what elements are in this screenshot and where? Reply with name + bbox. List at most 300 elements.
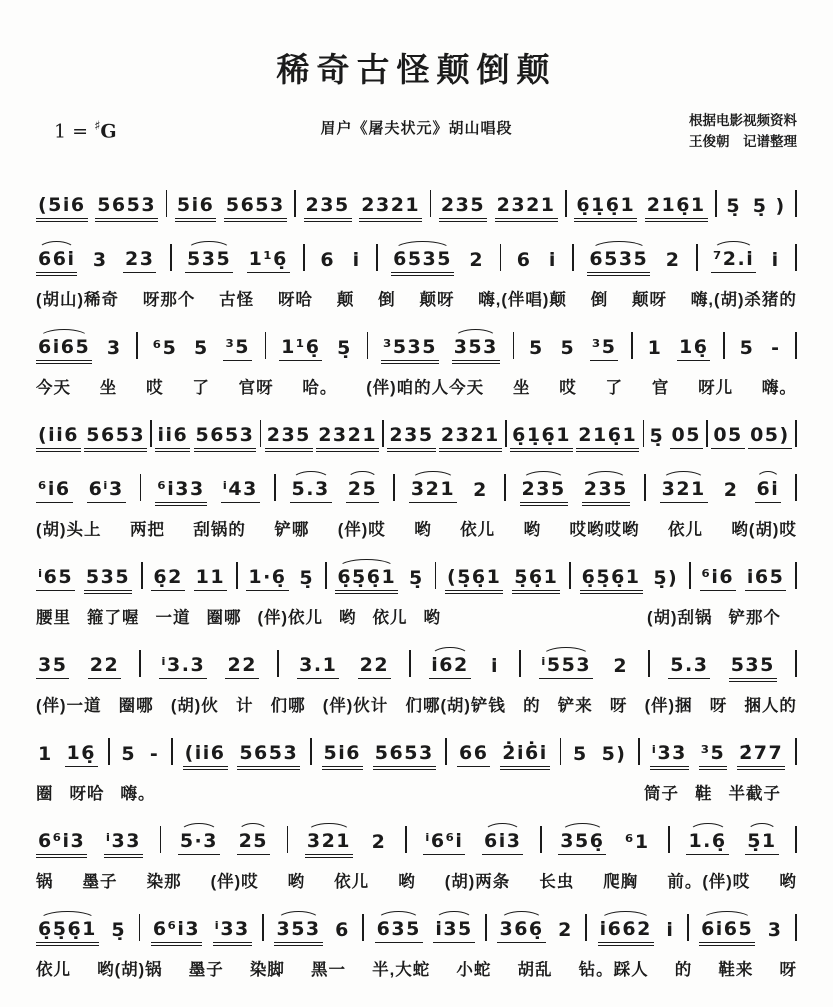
note-group: 5̣: [299, 566, 315, 589]
score-line-2: [36, 229, 797, 310]
note-group: 5i6: [322, 744, 363, 767]
score-line-6: [36, 547, 797, 628]
barline: [689, 562, 691, 589]
note-group: 2: [558, 918, 573, 941]
note-group: 216̣1: [645, 196, 708, 219]
lyric-segment: 筒子: [644, 784, 679, 803]
note-group: 6̣5̣6̣1: [580, 568, 643, 591]
lyric-segment: 呀: [709, 696, 728, 715]
barline: [504, 474, 506, 501]
lyric-segment: 铲哪: [274, 520, 310, 539]
barline: [643, 420, 645, 447]
note-group: 5: [560, 336, 576, 359]
note-group: 16̣: [65, 744, 98, 767]
lyric-segment: 官呀: [238, 378, 274, 397]
credit-line-source: 根据电影视频资料: [689, 113, 797, 128]
barline: [505, 420, 507, 447]
barline: [160, 826, 162, 853]
lyric-segment: 哟: [398, 872, 416, 891]
note-group: 1¹6̣: [247, 250, 290, 273]
lyric-segment: 爬胸: [603, 872, 639, 891]
note-group: 321: [409, 480, 457, 503]
note-group: 5: [573, 742, 588, 765]
note-group: 6⁶i3: [36, 832, 87, 855]
credit-line-transcriber: 王俊朝 记谱整理: [689, 133, 797, 149]
lyric-segment: 古怪: [219, 290, 255, 309]
note-group: 6i65: [699, 920, 755, 943]
barline: [382, 420, 384, 447]
lyric-segment: 哎: [559, 378, 577, 397]
note-group: 2̇77: [737, 744, 785, 767]
lyric-segment: 哟: [414, 520, 432, 539]
lyric-segment: 呀哈: [277, 290, 313, 309]
note-group: (ii6: [183, 744, 228, 767]
lyric-segment: (胡)两条: [444, 872, 511, 891]
barline: [668, 826, 670, 853]
note-group: 23: [123, 250, 156, 273]
lyrics-row: [36, 516, 797, 540]
note-group: ⁱ33: [213, 920, 252, 943]
score-line-8: [36, 723, 797, 804]
note-group: 235: [387, 426, 435, 449]
barline: [631, 332, 633, 359]
lyric-segment: 嗨。: [120, 784, 156, 803]
lyric-segment: 颠呀: [419, 290, 455, 309]
note-group: 5̣6̣1: [512, 568, 560, 591]
lyric-segment: 半,大蛇: [372, 960, 431, 979]
lyrics-row: [36, 286, 797, 310]
lyric-segment: 颠: [336, 290, 355, 309]
note-group: 5̣: [111, 918, 127, 941]
note-group: 635: [375, 920, 423, 943]
note-group: 6i: [755, 480, 782, 503]
barline: [166, 190, 168, 217]
note-group: 6ⁱ3: [87, 480, 126, 503]
note-group: 1: [38, 742, 53, 765]
lyric-segment: 哎哟哎哟: [569, 520, 640, 539]
score-line-3: [36, 317, 797, 398]
lyric-segment: 腰里: [36, 608, 71, 627]
lyric-segment: (伴)捆: [644, 696, 693, 715]
lyric-segment: 哟(胡)锅: [97, 960, 163, 979]
note-group: ³5: [223, 338, 252, 361]
score-line-5: [36, 459, 797, 540]
barline: [108, 738, 110, 765]
barline: [638, 738, 640, 765]
lyric-segment: 箍了喔: [87, 608, 140, 627]
barline: [648, 650, 650, 677]
note-group: 5653: [224, 196, 287, 219]
note-group: 1.6̣: [686, 832, 728, 855]
note-group: 5̣): [653, 566, 679, 589]
note-group: 6: [320, 248, 336, 271]
note-group: 5: [121, 742, 137, 765]
barline: [140, 474, 142, 501]
note-group: 2321: [316, 426, 379, 449]
lyric-segment: 胡乱: [517, 960, 553, 979]
barline: [795, 738, 797, 765]
note-group: 5): [601, 742, 627, 765]
note-group: (5̣6̣1: [445, 568, 503, 591]
note-group: 216̣1: [576, 426, 639, 449]
note-group: 5̣: [337, 336, 352, 359]
note-group: 05: [711, 426, 744, 449]
lyric-segment: 呀那个: [142, 290, 196, 309]
note-group: 2: [469, 248, 485, 271]
barline: [141, 562, 143, 589]
barline: [540, 826, 542, 853]
note-group: 2: [613, 654, 629, 677]
note-group: ⁱ33: [104, 832, 143, 855]
lyric-segment: 依儿: [334, 872, 370, 891]
note-group: ³5: [699, 744, 728, 767]
note-group: 235: [439, 196, 487, 219]
lyric-segment: 倒: [590, 290, 609, 309]
note-group: 5: [739, 336, 755, 359]
note-group: 2321: [359, 196, 422, 219]
note-group: 22: [358, 656, 391, 679]
lyric-segment: 哟(胡)哎: [731, 520, 797, 539]
note-group: ⁱ43: [221, 480, 260, 503]
lyric-segment: 嗨。: [761, 378, 797, 397]
notes-row: [36, 175, 797, 225]
lyric-spacer: [172, 780, 645, 804]
note-group: 3: [92, 248, 108, 271]
note-group: 235: [520, 480, 568, 503]
lyric-segment: 刮锅的: [193, 520, 246, 539]
notes-row: [36, 459, 797, 509]
lyric-segment: 的: [523, 696, 541, 715]
lyrics-row: [36, 780, 797, 804]
note-group: i62: [429, 656, 470, 679]
score-line-1: [36, 175, 797, 225]
lyric-segment: 哈。: [302, 378, 338, 397]
note-group: 1·6̣: [246, 568, 288, 591]
note-group: 5.3: [290, 480, 332, 503]
note-group: 321: [660, 480, 708, 503]
barline: [500, 244, 502, 271]
note-group: 5653: [194, 426, 257, 449]
lyric-segment: 官: [651, 378, 670, 397]
barline: [139, 650, 141, 677]
note-group: ⁱ3.3: [159, 656, 207, 679]
lyrics-row: [36, 374, 797, 398]
notes-row: [36, 899, 797, 949]
subtitle: 眉户《屠夫状元》胡山唱段: [320, 120, 513, 137]
note-group: 5653: [237, 744, 300, 767]
lyric-segment: 鞋: [695, 784, 713, 803]
note-group: 05: [670, 426, 703, 449]
note-group: 3: [106, 336, 122, 359]
lyric-segment: 倒: [378, 290, 396, 309]
note-group: 22: [225, 656, 258, 679]
note-group: 6̣2: [151, 568, 184, 591]
barline: [171, 738, 173, 765]
note-group: 05): [748, 426, 792, 449]
note-group: ³535: [381, 338, 439, 361]
sharp-accidental: ♯: [94, 119, 101, 134]
note-group: 5i6: [175, 196, 216, 219]
barline: [445, 738, 447, 765]
lyric-segment: 们哪(胡)铲钱: [405, 696, 506, 715]
lyric-segment: 的: [674, 960, 693, 979]
barline: [325, 562, 327, 589]
lyric-segment: 小蛇: [456, 960, 492, 979]
lyric-segment: 捆人的: [744, 696, 797, 715]
note-group: 6̣1̣6̣1: [574, 196, 637, 219]
note-group: 2321: [439, 426, 502, 449]
lyric-segment: (伴)哎: [210, 872, 259, 891]
note-group: ⁷2.i: [711, 250, 756, 273]
note-group: 6⁶i3: [151, 920, 202, 943]
note-group: (ii6: [36, 426, 81, 449]
note-group: ⁱ6⁶i: [423, 832, 465, 855]
lyric-segment: 两把: [129, 520, 165, 539]
lyric-segment: 颠呀: [632, 290, 668, 309]
barline: [236, 562, 238, 589]
note-group: 356̣: [558, 832, 606, 855]
note-group: ³5: [590, 338, 619, 361]
notes-row: [36, 723, 797, 773]
lyric-segment: 墨子: [82, 872, 118, 891]
note-group: ⁱ33: [650, 744, 689, 767]
note-group: i: [771, 248, 780, 271]
barline: [715, 190, 717, 217]
lyric-segment: 圈哪: [206, 608, 242, 627]
note-group: 6535: [587, 250, 650, 273]
key-letter: G: [100, 120, 117, 143]
lyrics-row: [36, 692, 797, 716]
note-group: 535: [84, 568, 132, 591]
lyric-segment: 前。(伴)哎: [667, 872, 751, 891]
note-group: 66: [457, 744, 490, 767]
barline: [274, 474, 276, 501]
note-group: 5653: [95, 196, 158, 219]
lyric-segment: (伴)伙计: [322, 696, 389, 715]
lyric-segment: 呀哈: [69, 784, 105, 803]
lyric-segment: 嗨,(胡)杀猪的: [690, 290, 797, 309]
lyric-segment: 嗨,(伴唱)颠: [478, 290, 567, 309]
note-group: i662: [598, 920, 654, 943]
note-group: 3: [767, 918, 783, 941]
lyric-spacer: [457, 604, 647, 628]
score-line-4: [36, 405, 797, 455]
lyric-segment: (胡)伙: [170, 696, 219, 715]
note-group: 5̣1: [745, 832, 778, 855]
note-group: 6i65: [36, 338, 92, 361]
note-group: (5i6: [36, 196, 88, 219]
note-group: 366̣: [497, 920, 545, 943]
lyric-segment: 呀儿: [698, 378, 734, 397]
barline: [139, 914, 141, 941]
barline: [565, 190, 567, 217]
note-group: 2: [723, 478, 739, 501]
note-group: 5̣: [409, 566, 424, 589]
note-group: i: [548, 248, 557, 271]
key-signature: [36, 111, 216, 142]
lyric-segment: 圈哪: [118, 696, 154, 715]
note-group: ⁶i6: [700, 568, 737, 591]
barline: [409, 650, 411, 677]
lyric-segment: 染那: [146, 872, 182, 891]
lyric-segment: 哎: [146, 378, 164, 397]
barline: [367, 332, 369, 359]
lyric-segment: 计: [235, 696, 254, 715]
barline: [294, 190, 296, 217]
note-group: ⁶1: [625, 830, 650, 853]
barline: [277, 650, 279, 677]
note-group: 5653: [373, 744, 436, 767]
lyrics-row: [36, 604, 797, 628]
note-group: -: [771, 336, 781, 359]
lyric-segment: 依儿: [36, 960, 71, 979]
note-group: 6: [516, 248, 532, 271]
lyric-segment: 们哪: [270, 696, 306, 715]
barline: [644, 474, 646, 501]
note-group: 2: [371, 830, 387, 853]
barline: [687, 914, 689, 941]
barline: [405, 826, 407, 853]
note-group: 35: [36, 656, 69, 679]
barline: [262, 914, 264, 941]
note-group: 235: [582, 480, 630, 503]
notes-row: [36, 317, 797, 367]
note-group: 535: [185, 250, 233, 273]
barline: [435, 562, 437, 589]
lyric-segment: 鞋来: [718, 960, 754, 979]
lyric-segment: 哟: [523, 520, 542, 539]
note-group: 22: [88, 656, 121, 679]
note-group: 2̇i6̇i: [500, 744, 549, 767]
notes-row: [36, 229, 797, 279]
note-group: ⁶i33: [155, 480, 206, 503]
lyric-segment: 哟: [779, 872, 797, 891]
lyric-segment: (伴)依儿: [257, 608, 323, 627]
barline: [519, 650, 521, 677]
lyric-segment: 呀: [609, 696, 628, 715]
note-group: ⁶i6: [36, 480, 73, 503]
lyric-segment: (伴)咱的人今天: [366, 378, 485, 397]
lyric-segment: 依儿: [460, 520, 496, 539]
note-group: i35: [433, 920, 474, 943]
barline: [585, 914, 587, 941]
note-group: 353: [274, 920, 322, 943]
barline: [572, 244, 574, 271]
barline: [723, 332, 725, 359]
lyric-segment: 今天: [36, 378, 71, 397]
score-line-10: [36, 899, 797, 980]
barline: [485, 914, 487, 941]
lyric-segment: 坐: [512, 378, 531, 397]
notes-row: [36, 405, 797, 455]
barline: [150, 420, 152, 447]
note-group: ii6: [155, 426, 190, 449]
note-group: 16̣: [677, 338, 710, 361]
note-group: -: [149, 742, 160, 765]
lyric-segment: 墨子: [188, 960, 224, 979]
score-line-9: [36, 811, 797, 892]
note-group: ⁱ65: [36, 568, 75, 591]
lyric-segment: 染脚: [249, 960, 285, 979]
barline: [310, 738, 312, 765]
note-group: i: [490, 654, 499, 677]
lyric-segment: 一道: [155, 608, 191, 627]
barline: [706, 420, 708, 447]
note-group: 6̣5̣6̣1: [335, 568, 398, 591]
note-group: 5653: [84, 426, 147, 449]
lyric-segment: (胡)头上: [36, 520, 102, 539]
lyrics-row: [36, 868, 797, 892]
barline: [303, 244, 305, 271]
note-group: 5·3: [178, 832, 220, 855]
note-group: i: [666, 918, 675, 941]
lyric-segment: 坐: [99, 378, 118, 397]
lyric-segment: 铲那个: [728, 608, 781, 627]
lyric-segment: 了: [605, 378, 624, 397]
note-group: 235: [265, 426, 313, 449]
note-group: 321: [305, 832, 353, 855]
barline: [569, 562, 571, 589]
lyric-segment: 哟: [423, 608, 441, 627]
notes-row: [36, 635, 797, 685]
note-group: 2321: [495, 196, 558, 219]
note-group: 6̣1̣6̣1: [510, 426, 573, 449]
note-group: 5̣: [649, 424, 665, 447]
barline: [513, 332, 515, 359]
note-group: 535: [729, 656, 777, 679]
note-group: 11: [194, 568, 227, 591]
lyric-segment: 圈: [36, 784, 54, 803]
barline: [795, 650, 797, 677]
credits: [617, 111, 797, 153]
lyric-segment: 呀: [779, 960, 797, 979]
note-group: i: [352, 248, 361, 271]
note-group: 1: [647, 336, 663, 359]
note-group: 353: [452, 338, 500, 361]
lyric-segment: (胡)刮锅: [647, 608, 713, 627]
lyric-segment: 依儿: [667, 520, 703, 539]
note-group: 6̣5̣6̣1: [36, 920, 99, 943]
lyric-segment: (胡山)稀奇: [36, 290, 119, 309]
barline: [265, 332, 267, 359]
note-group: 6535: [391, 250, 454, 273]
note-group: ⁱ553: [539, 656, 593, 679]
header-meta: [36, 111, 797, 153]
barline: [795, 474, 797, 501]
barline: [170, 244, 172, 271]
lyric-segment: (伴)一道: [36, 696, 102, 715]
note-group: 5: [194, 336, 209, 359]
lyrics-row: [36, 956, 797, 980]
barline: [393, 474, 395, 501]
note-group: 25: [346, 480, 379, 503]
barline: [430, 190, 432, 217]
barline: [795, 826, 797, 853]
note-group: 235: [304, 196, 352, 219]
barline: [362, 914, 364, 941]
notes-row: [36, 547, 797, 597]
note-group: 5: [529, 336, 544, 359]
lyric-segment: 哟: [287, 872, 306, 891]
score: [36, 175, 797, 980]
barline: [560, 738, 562, 765]
note-group: 2: [665, 248, 681, 271]
key-prefix: 1 =: [54, 120, 95, 143]
lyric-segment: 了: [192, 378, 210, 397]
barline: [795, 332, 797, 359]
lyric-segment: 钻。踩人: [578, 960, 649, 979]
lyric-segment: 铲来: [557, 696, 593, 715]
